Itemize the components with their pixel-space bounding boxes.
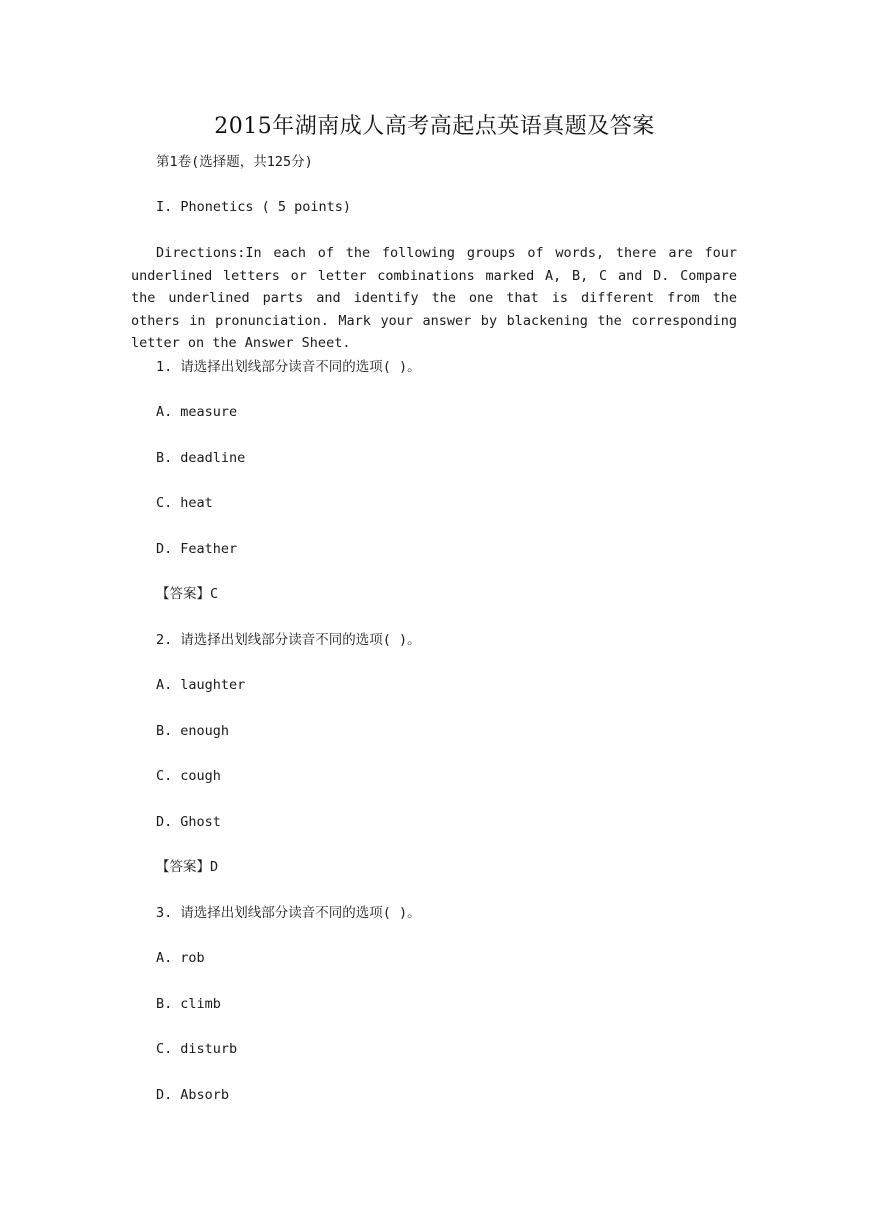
question-1 [156,357,421,377]
option-text: enough [180,723,230,739]
option-letter: A. [156,950,173,966]
option-item [156,402,237,422]
question-prompt: 请选择出划线部分读音不同的选项( )。 [180,632,421,648]
option-text: cough [180,768,221,784]
option-text: deadline [180,450,246,466]
paper-subtitle: 第1卷(选择题，共125分) [156,154,313,170]
question-2 [156,630,421,650]
question-prompt: 请选择出划线部分读音不同的选项( )。 [180,905,421,921]
section-heading: I. Phonetics ( 5 points) [156,199,352,215]
option-letter: B. [156,723,173,739]
option-text: laughter [180,677,246,693]
option-letter: B. [156,996,173,1012]
option-text: Absorb [180,1087,230,1103]
option-text: Feather [180,541,238,557]
option-letter: C. [156,495,173,511]
option-item [156,493,213,513]
option-letter: A. [156,677,173,693]
option-text: disturb [180,1041,238,1057]
option-letter: B. [156,450,173,466]
question-prompt: 请选择出划线部分读音不同的选项( )。 [180,359,421,375]
answer-line: 【答案】C [156,586,219,602]
option-item [156,721,229,741]
option-item [156,994,221,1014]
option-item [156,539,237,559]
option-item [156,1039,237,1059]
question-3 [156,903,421,923]
option-letter: D. [156,1087,173,1103]
answer-line: 【答案】D [156,859,219,875]
question-number: 3. [156,905,173,921]
option-letter: A. [156,404,173,420]
option-text: climb [180,996,221,1012]
option-text: measure [180,404,238,420]
directions-paragraph: Directions:In each of the following groups of words, there are four underlined letters or letter combinations marked A, B, C and D. Compare the underlined parts and identify the one that is different from the others in pronunciation. Mark your answer by blackening the corresponding letter on the Answer Sheet. [131,245,737,352]
question-number: 2. [156,632,173,648]
option-item [156,448,245,468]
document-title: 2015年湖南成人高考高起点英语真题及答案 [214,114,655,139]
option-letter: D. [156,814,173,830]
option-text: Ghost [180,814,221,830]
option-letter: C. [156,768,173,784]
question-number: 1. [156,359,173,375]
option-letter: C. [156,1041,173,1057]
option-item [156,675,245,695]
option-item [156,812,221,832]
option-text: heat [180,495,213,511]
option-item [156,948,205,968]
option-item [156,766,221,786]
option-letter: D. [156,541,173,557]
option-text: rob [180,950,205,966]
option-item [156,1085,229,1105]
